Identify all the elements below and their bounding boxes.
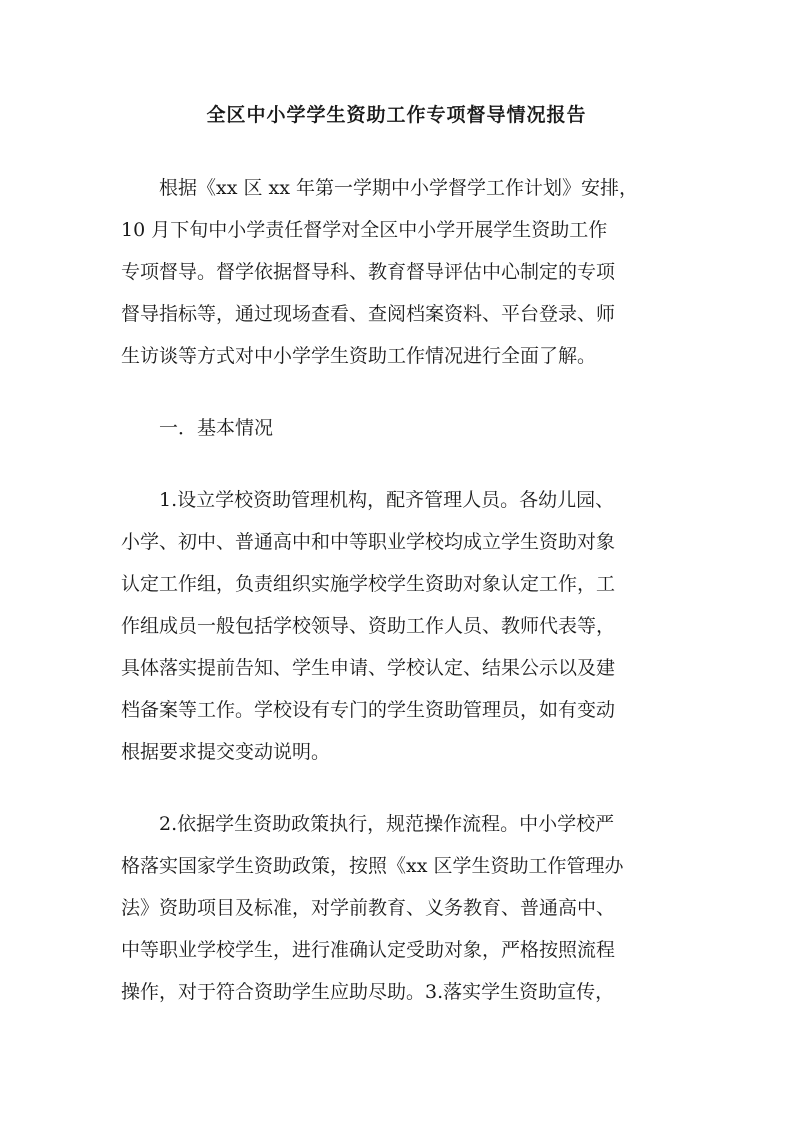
- intro-line: 10 月下旬中小学责任督学对全区中小学开展学生资助工作: [121, 219, 608, 241]
- intro-line: 督导指标等，通过现场查看、查阅档案资料、平台登录、师: [121, 303, 616, 325]
- item1-line: 具体落实提前告知、学生申请、学校认定、结果公示以及建: [121, 657, 616, 679]
- item1-line: 1.设立学校资助管理机构，配齐管理人员。各幼儿园、: [121, 489, 615, 511]
- document-title: 全区中小学学生资助工作专项督导情况报告: [206, 104, 587, 126]
- item1-line: 档备案等工作。学校设有专门的学生资助管理员，如有变动: [121, 699, 616, 721]
- intro-line: 生访谈等方式对中小学学生资助工作情况进行全面了解。: [121, 345, 597, 367]
- item2-line: 格落实国家学生资助政策，按照《xx 区学生资助工作管理办: [121, 855, 624, 877]
- intro-line: 根据《xx 区 xx 年第一学期中小学督学工作计划》安排，: [121, 177, 638, 199]
- item2-line: 中等职业学校学生，进行准确认定受助对象，严格按照流程: [121, 939, 616, 961]
- section-heading: 一．基本情况: [121, 417, 274, 439]
- item2-line: 操作，对于符合资助学生应助尽助。3.落实学生资助宣传，: [121, 981, 615, 1003]
- item2-line: 2.依据学生资助政策执行，规范操作流程。中小学校严: [121, 813, 615, 835]
- item1-line: 认定工作组，负责组织实施学校学生资助对象认定工作，工: [121, 573, 616, 595]
- item1-line: 小学、初中、普通高中和中等职业学校均成立学生资助对象: [121, 531, 616, 553]
- intro-line: 专项督导。督学依据督导科、教育督导评估中心制定的专项: [121, 261, 616, 283]
- item1-line: 作组成员一般包括学校领导、资助工作人员、教师代表等，: [121, 615, 616, 637]
- item1-line: 根据要求提交变动说明。: [121, 741, 331, 763]
- item2-line: 法》资助项目及标准，对学前教育、义务教育、普通高中、: [121, 897, 616, 919]
